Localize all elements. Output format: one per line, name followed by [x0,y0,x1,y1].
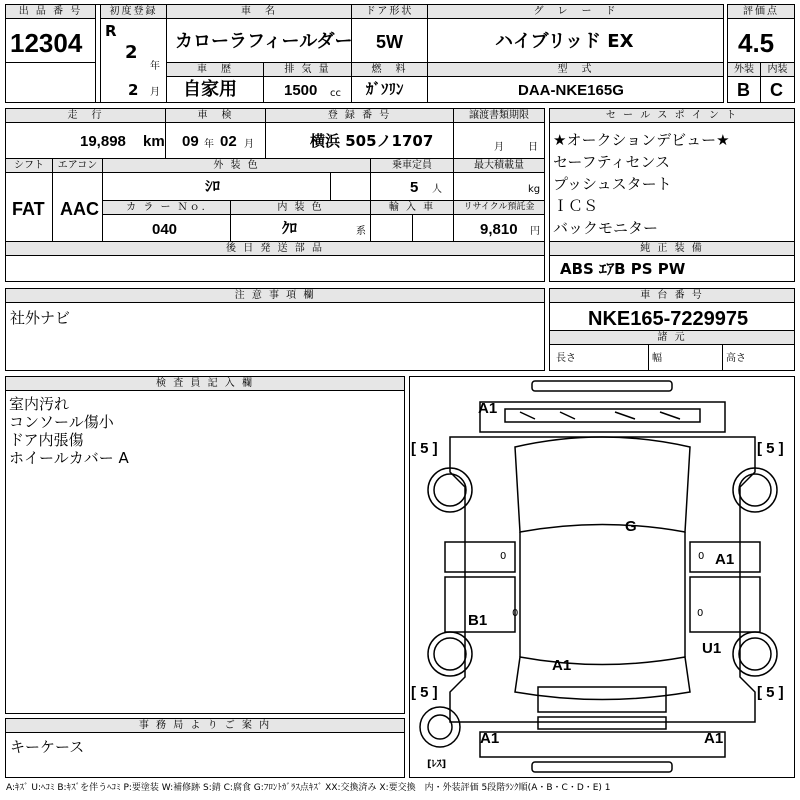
length-label: 長さ [556,353,576,364]
height-label: 高さ [726,353,746,364]
damage-mark-windshield: G [625,518,637,535]
load-label: 最大積載量 [454,159,544,173]
width-label: 幅 [652,353,662,364]
transfer-month-unit: 月 [494,142,504,153]
interior-color-unit: 系 [356,226,366,237]
sales-points-label: セ ー ル ス ポ イ ン ト [550,109,794,123]
first-reg-year-unit: 年 [150,61,160,72]
inspection-month: 02 [220,133,237,150]
inspector-note: 室内汚れ [9,395,70,413]
chassis-number: NKE165-7229975 [588,308,749,330]
exterior-label: 外装 [728,63,760,77]
interior-color-label: 内 装 色 [231,201,370,215]
first-reg-month-unit: 月 [150,87,160,98]
inspector-note: ホイールカバー A [9,449,129,467]
sales-point-item: プッシュスタート [553,175,672,193]
damage-mark-trunk: A1 [552,657,572,674]
grade-label: グ レ ー ド [428,5,723,19]
ac-label: エアコン [53,159,102,173]
displacement-unit: cc [330,88,341,99]
model-label: 型 式 [428,63,723,77]
inspection-year: 09 [182,133,199,150]
mileage-unit: km [143,133,165,150]
inspection-label: 車 検 [166,109,265,123]
interior-color: ｸﾛ [282,219,298,237]
damage-mark-right-rear: U1 [702,640,722,657]
first-reg-month: 2 [128,81,139,99]
damage-mark-right-door: A1 [715,551,735,568]
score-label: 評価点 [728,5,794,19]
inspection-month-unit: 月 [244,139,254,150]
history-label: 車 歴 [167,63,263,77]
inspector-label: 検 査 員 記 入 欄 [6,377,404,391]
tire-depth-rear-right: [ 5 ] [757,684,784,701]
displacement: 1500 [284,82,318,99]
lot-number: 12304 [10,28,83,58]
color-no: 040 [152,221,178,238]
chassis-label: 車 台 番 号 [550,289,794,303]
sales-point-item: バックモニター [553,219,659,237]
fuel-label: 燃 料 [352,63,427,77]
diagram-zero-right-front: 0 [698,551,705,562]
car-name: カローラフィールダー [175,31,353,52]
notes-label: 注 意 事 項 欄 [6,289,544,303]
office-label: 事 務 局 よ り ご 案 内 [6,719,404,733]
equipment-label: 純 正 装 備 [550,242,794,256]
inspector-notes [9,395,129,467]
import-label: 輸 入 車 [371,201,453,215]
inspector-note: ドア内張傷 [9,431,84,449]
diagram-zero-left-front: 0 [500,551,507,562]
car-name-label: 車 名 [167,5,351,19]
diagram-zero-right-rear: 0 [697,608,704,619]
load-unit: kg [528,184,541,195]
lot-label: 出 品 番 号 [6,5,95,19]
office-text: キーケース [10,738,85,756]
damage-mark-rear-right: A1 [704,730,724,747]
sales-point-item: セーフティセンス [553,153,671,171]
model: DAA-NKE165G [518,82,624,99]
dims-label: 諸 元 [550,331,794,345]
era: R [105,22,117,40]
tire-depth-rear-left: [ 5 ] [411,684,438,701]
car-diagram [410,377,794,777]
later-parts-label: 後 日 発 送 部 品 [6,242,544,256]
capacity-label: 乗車定員 [371,159,453,173]
damage-mark-rear-left: A1 [480,730,500,747]
capacity-unit: 人 [432,184,442,195]
notes-text: 社外ナビ [10,309,71,327]
mileage-label: 走 行 [6,109,165,123]
capacity: 5 [410,179,419,196]
spare-tire-label: [ﾚｽ] [427,759,447,770]
fuel: ｶﾞｿﾘﾝ [366,80,404,98]
sales-points-list [553,129,730,239]
recycle: 9,810 [480,221,518,238]
plate-label: 登 録 番 号 [266,109,453,123]
recycle-label: リサイクル預託金 [454,201,544,215]
tire-depth-front-right: [ 5 ] [757,440,784,457]
exterior-grade: B [737,80,750,100]
inspector-note: コンソール傷小 [9,413,114,431]
sales-point-item: ＩＣＳ [553,197,599,215]
ac: AAC [60,199,99,219]
mileage: 19,898 [80,133,126,150]
first-reg-year: 2 [125,42,138,63]
transfer-day-unit: 日 [528,142,538,153]
color: ｼﾛ [205,177,221,195]
sales-point-item: ★オークションデビュー★ [553,131,730,149]
recycle-unit: 円 [530,226,540,237]
first-reg-label: 初度登録 [101,5,166,19]
color-no-label: カ ラ ー Ｎｏ. [103,201,230,215]
color-label: 外 装 色 [103,159,370,173]
door-label: ドア形状 [352,5,427,19]
legend: A:ｷｽﾞ U:ﾍｺﾐ B:ｷｽﾞを伴うﾍｺﾐ P:要塗装 W:補修跡 S:錆 C:腐食 G:ﾌﾛﾝﾄｶﾞﾗｽ点ｷｽﾞ XX:交換済み X:要交換 内・外装評価 5段階ﾗﾝｸ順(A・B・C・D・E) 1 [6,783,611,793]
score: 4.5 [738,28,775,58]
diagram-zero-left-rear: 0 [512,608,519,619]
plate: 横浜 505ノ1707 [310,132,434,150]
shift: FAT [12,199,45,219]
inspection-year-unit: 年 [204,139,214,150]
grade: ハイブリッド EX [495,31,634,52]
transfer-label: 譲渡書類期限 [454,109,544,123]
interior-grade: C [770,80,783,100]
tire-depth-front-left: [ 5 ] [411,440,438,457]
damage-mark-front-left: A1 [478,400,498,417]
displacement-label: 排 気 量 [264,63,351,77]
interior-label: 内装 [761,63,794,77]
equipment: ABS ｴｱB PS PW [560,260,686,278]
history: 自家用 [183,79,237,100]
door-type: 5W [376,32,403,52]
shift-label: シフト [6,159,52,173]
damage-mark-left-rear: B1 [468,612,488,629]
